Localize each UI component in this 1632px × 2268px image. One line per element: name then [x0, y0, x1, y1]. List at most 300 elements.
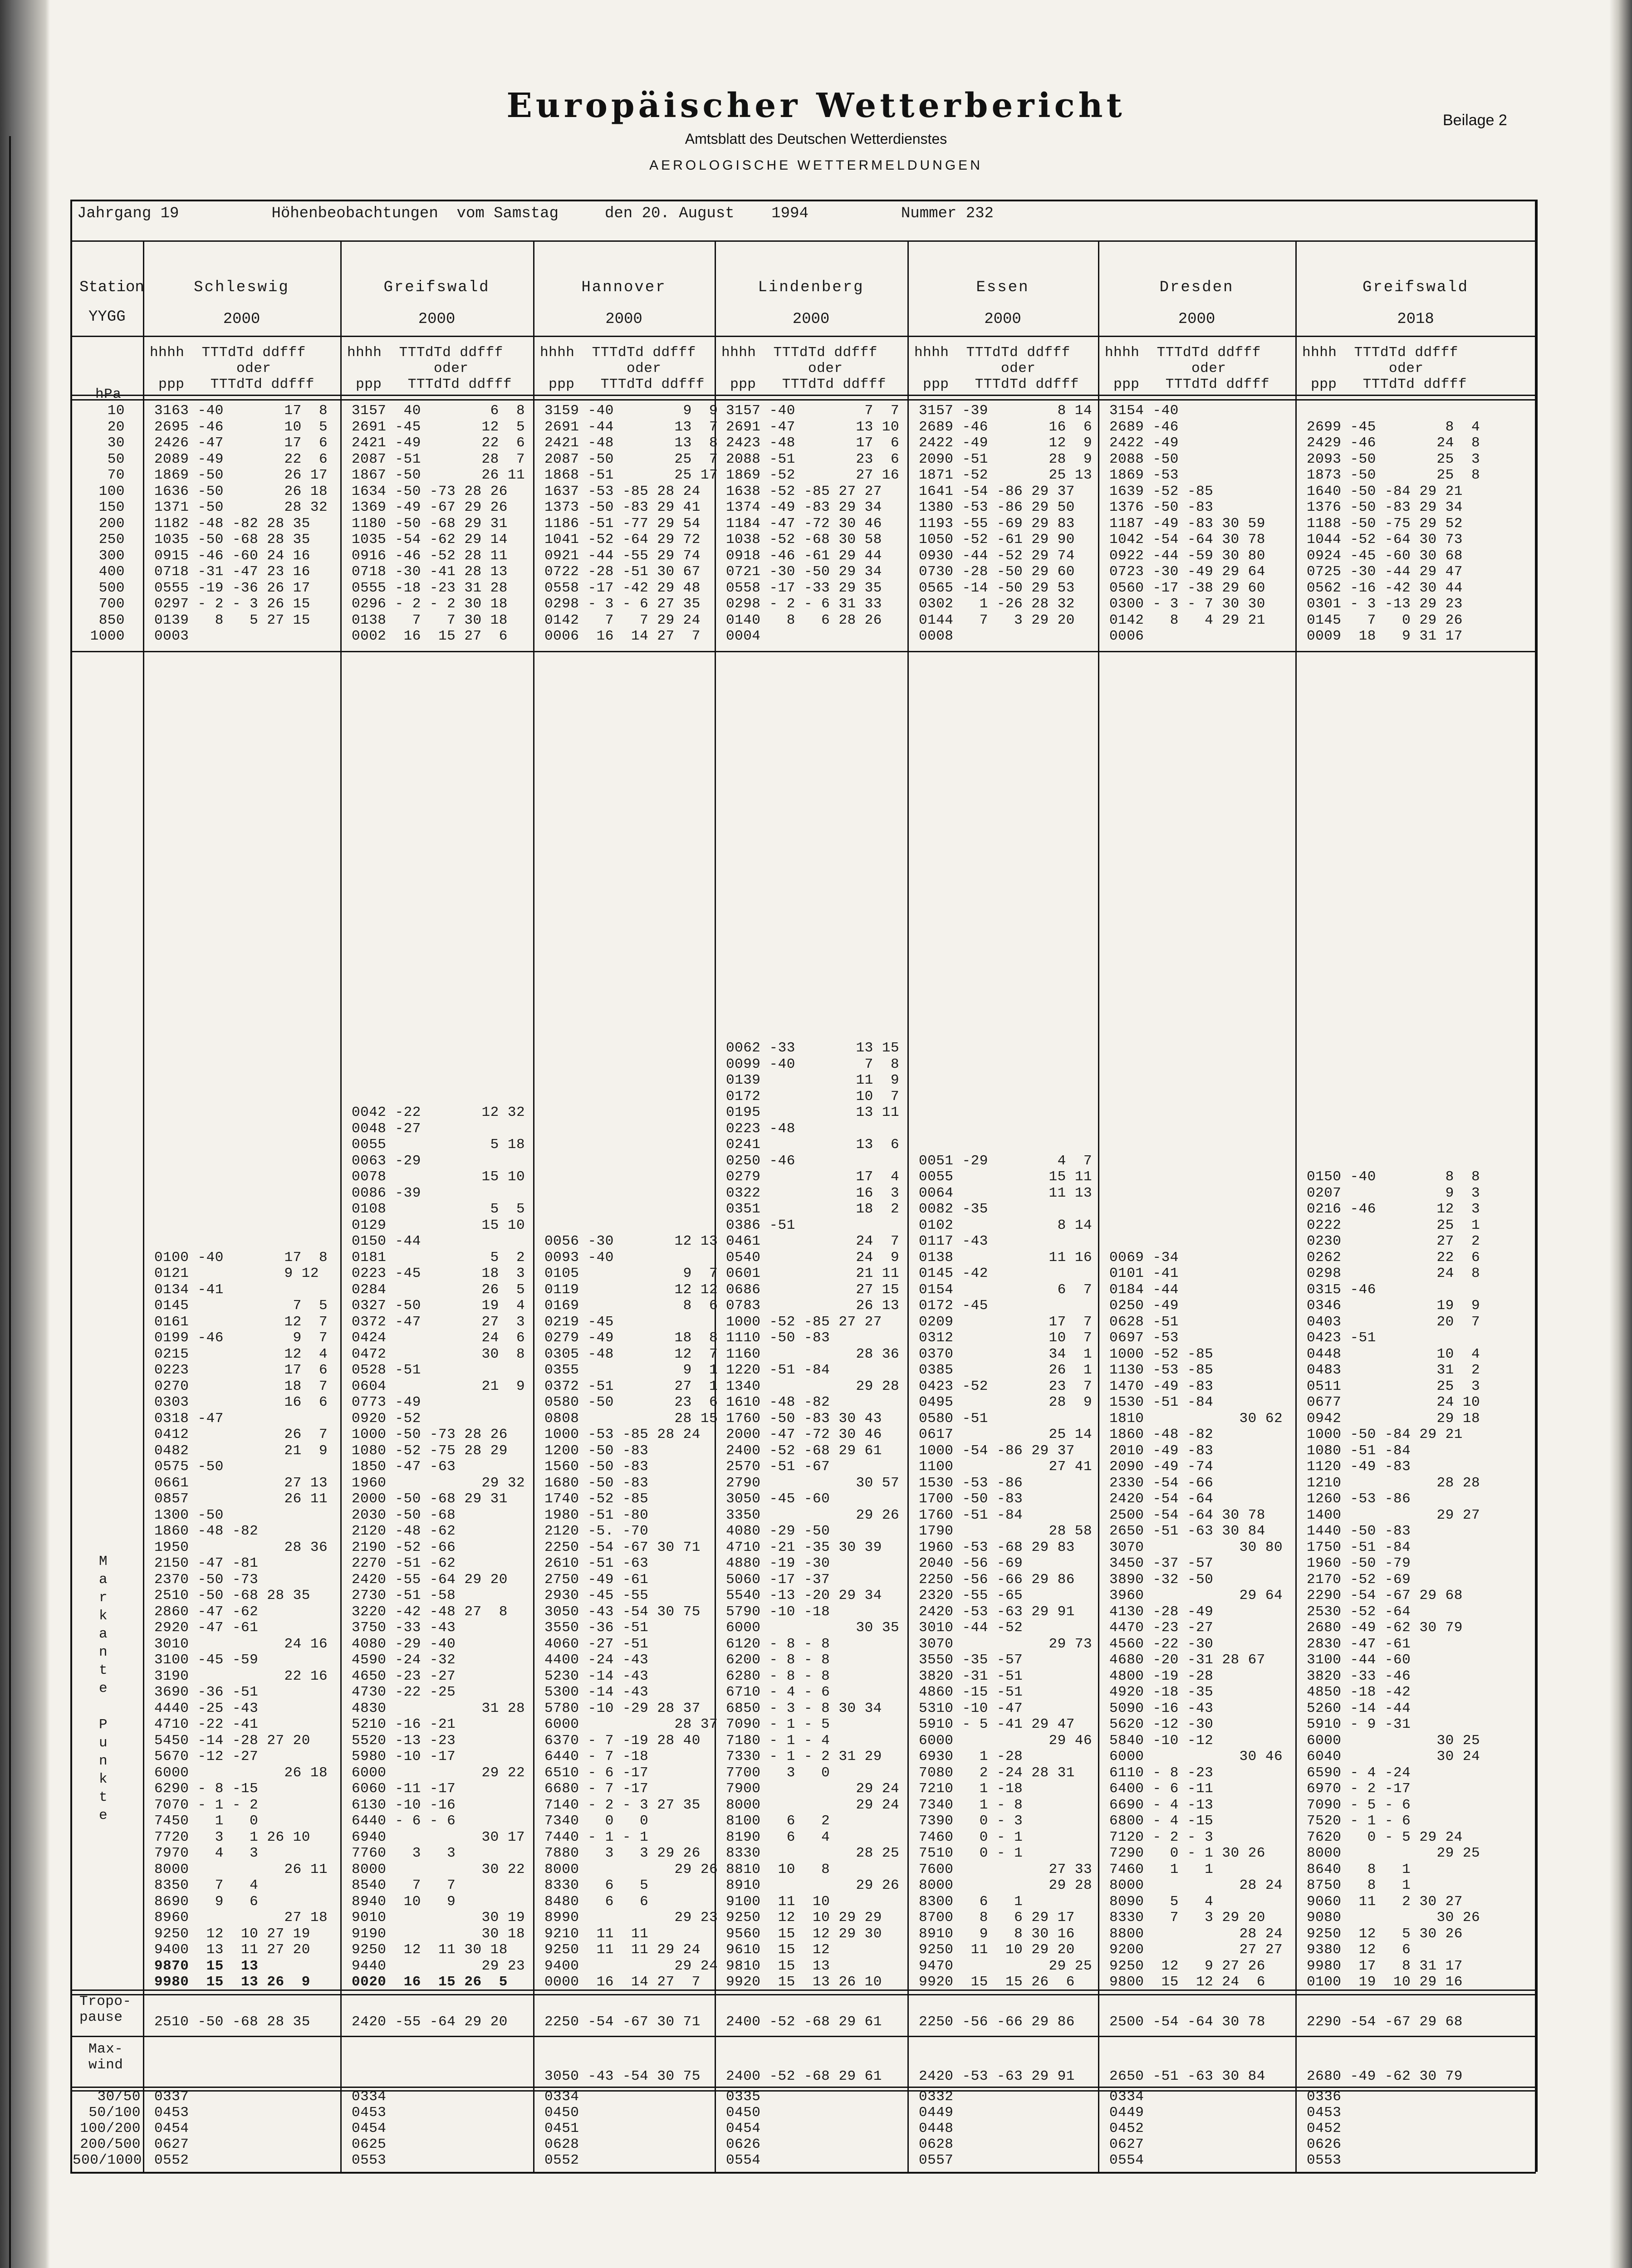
- significant-point-row: 5840 -10 -12: [1109, 1732, 1214, 1749]
- significant-point-row: 7340 1 - 8: [919, 1797, 1023, 1813]
- standard-level-row: 0565 -14 -50 29 53: [919, 580, 1075, 596]
- table-border-top: [70, 200, 1536, 201]
- significant-point-row: 0783 26 13: [726, 1298, 900, 1314]
- significant-point-row: 9870 15 13: [154, 1958, 259, 1974]
- significant-point-row: 2510 -50 -68 28 35: [154, 1588, 310, 1603]
- standard-level-row: 0921 -44 -55 29 74: [544, 547, 701, 564]
- significant-point-row: 1760 -51 -84: [919, 1507, 1023, 1523]
- significant-point-row: 0482 21 9: [154, 1442, 328, 1459]
- station-name: Greifswald: [383, 279, 490, 296]
- markante-punkte-letter: n: [99, 1753, 108, 1769]
- standard-level-row: 0555 -18 -23 31 28: [352, 580, 508, 596]
- maxwind-value: 2650 -51 -63 30 84: [1109, 2068, 1265, 2084]
- standard-level-row: 0296 - 2 - 2 30 18: [352, 596, 508, 612]
- station-name: Hannover: [581, 279, 667, 296]
- standard-level-row: 2691 -45 12 5: [352, 419, 525, 435]
- significant-point-row: 9440 29 23: [352, 1958, 525, 1974]
- significant-point-row: 7760 3 3: [352, 1845, 456, 1861]
- page-edge-line: [9, 136, 11, 2268]
- significant-point-row: 0207 9 3: [1307, 1185, 1480, 1201]
- significant-point-row: 0580 -50 23 6: [544, 1394, 718, 1410]
- significant-point-row: 0223 -45 18 3: [352, 1266, 525, 1281]
- significant-point-row: 3550 -35 -57: [919, 1652, 1023, 1668]
- significant-point-row: 6930 1 -28: [919, 1749, 1023, 1765]
- significant-point-row: 1200 -50 -83: [544, 1442, 649, 1459]
- significant-point-row: 0184 -44: [1109, 1281, 1179, 1298]
- markante-punkte-letter: r: [99, 1590, 108, 1606]
- layer-thickness-value: 0453: [154, 2105, 189, 2121]
- significant-point-row: 0315 -46: [1307, 1281, 1376, 1298]
- significant-point-row: 7460 0 - 1: [919, 1829, 1023, 1845]
- significant-point-row: 0216 -46 12 3: [1307, 1201, 1480, 1217]
- significant-point-row: 6590 - 4 -24: [1307, 1765, 1411, 1781]
- significant-point-row: 3010 24 16: [154, 1636, 328, 1652]
- significant-point-row: 2000 -50 -68 29 31: [352, 1491, 508, 1507]
- significant-point-row: 1610 -48 -82: [726, 1394, 830, 1410]
- significant-point-row: 7520 - 1 - 6: [1307, 1813, 1411, 1829]
- significant-point-row: 0279 17 4: [726, 1169, 900, 1185]
- yygg-label: YYGG: [88, 308, 126, 326]
- significant-point-row: 2150 -47 -81: [154, 1555, 259, 1571]
- table-border-bottom: [70, 2172, 1536, 2174]
- significant-point-row: 4880 -19 -30: [726, 1555, 830, 1571]
- column-header: hhhh TTTdTd ddfff: [540, 345, 696, 361]
- tropopause-value: 2500 -54 -64 30 78: [1109, 2014, 1265, 2030]
- significant-point-row: 8100 6 2: [726, 1813, 830, 1829]
- tropopause-value: 2250 -56 -66 29 86: [919, 2014, 1075, 2030]
- column-header: hhhh TTTdTd ddfff: [721, 345, 877, 361]
- pressure-level: 150: [98, 499, 125, 515]
- column-rule: [340, 240, 342, 2172]
- significant-point-row: 0121 9 12: [154, 1266, 319, 1281]
- significant-point-row: 1000 -53 -85 28 24: [544, 1427, 701, 1442]
- significant-point-row: 2420 -55 -64 29 20: [352, 1571, 508, 1588]
- column-header: ppp TTTdTd ddfff: [1302, 376, 1467, 392]
- significant-point-row: 1530 -51 -84: [1109, 1394, 1214, 1410]
- significant-point-row: 7450 1 0: [154, 1813, 259, 1829]
- significant-point-row: 6000 29 46: [919, 1732, 1093, 1749]
- significant-point-row: 2610 -51 -63: [544, 1555, 649, 1571]
- column-header: hhhh TTTdTd ddfff: [347, 345, 503, 361]
- layer-thickness-value: 0449: [919, 2105, 954, 2121]
- layer-thickness-value: 0450: [726, 2105, 761, 2121]
- significant-point-row: 0528 -51: [352, 1362, 421, 1378]
- station-yygg: 2000: [605, 311, 642, 328]
- significant-point-row: 1160 28 36: [726, 1346, 900, 1362]
- maxwind-value: 3050 -43 -54 30 75: [544, 2068, 701, 2084]
- significant-point-row: 9100 11 10: [726, 1893, 830, 1910]
- significant-point-row: 0055 15 11: [919, 1169, 1093, 1185]
- standard-level-row: 0138 7 7 30 18: [352, 612, 508, 628]
- significant-point-row: 0617 25 14: [919, 1427, 1093, 1442]
- significant-point-row: 1400 29 27: [1307, 1507, 1480, 1523]
- significant-point-row: 0055 5 18: [352, 1137, 525, 1153]
- column-header: ppp TTTdTd ddfff: [347, 376, 512, 392]
- significant-point-row: 0150 -44: [352, 1233, 421, 1249]
- standard-level-row: 1869 -53: [1109, 467, 1179, 483]
- significant-point-row: 6200 - 8 - 8: [726, 1652, 830, 1668]
- column-header: hhhh TTTdTd ddfff: [150, 345, 306, 361]
- standard-level-row: 1871 -52 25 13: [919, 467, 1093, 483]
- significant-point-row: 7620 0 - 5 29 24: [1307, 1829, 1463, 1845]
- significant-point-row: 1300 -50: [154, 1507, 224, 1523]
- significant-point-row: 1530 -53 -86: [919, 1475, 1023, 1491]
- standard-level-row: 1035 -54 -62 29 14: [352, 532, 508, 547]
- standard-level-row: 0930 -44 -52 29 74: [919, 547, 1075, 564]
- markante-punkte-letter: e: [99, 1681, 108, 1696]
- significant-point-row: 3690 -36 -51: [154, 1684, 259, 1700]
- significant-point-row: 8350 7 4: [154, 1877, 259, 1893]
- significant-point-row: 8990 29 23: [544, 1910, 718, 1926]
- significant-point-row: 2330 -54 -66: [1109, 1475, 1214, 1491]
- significant-point-row: 1080 -51 -84: [1307, 1442, 1411, 1459]
- significant-point-row: 0686 27 15: [726, 1281, 900, 1298]
- significant-point-row: 0230 27 2: [1307, 1233, 1480, 1249]
- standard-level-row: 0003: [154, 628, 189, 644]
- layer-thickness-value: 0552: [544, 2152, 579, 2168]
- standard-level-row: 0730 -28 -50 29 60: [919, 564, 1075, 580]
- significant-point-row: 4130 -28 -49: [1109, 1603, 1214, 1620]
- standard-level-row: 1041 -52 -64 29 72: [544, 532, 701, 547]
- column-rule: [907, 240, 909, 2172]
- significant-point-row: 0628 -51: [1109, 1314, 1179, 1330]
- significant-point-row: 9010 30 19: [352, 1910, 525, 1926]
- significant-point-row: 1120 -49 -83: [1307, 1459, 1411, 1475]
- significant-point-row: 9080 30 26: [1307, 1910, 1480, 1926]
- significant-point-row: 1560 -50 -83: [544, 1459, 649, 1475]
- significant-point-row: 3820 -31 -51: [919, 1668, 1023, 1684]
- significant-point-row: 8940 10 9: [352, 1893, 456, 1910]
- standard-level-row: 1868 -51 25 17: [544, 467, 718, 483]
- significant-point-row: 2090 -49 -74: [1109, 1459, 1214, 1475]
- pressure-level: 30: [107, 435, 125, 451]
- significant-point-row: 2420 -53 -63 29 91: [919, 1603, 1075, 1620]
- standard-level-row: 1044 -52 -64 30 73: [1307, 532, 1463, 547]
- significant-point-row: 0215 12 4: [154, 1346, 328, 1362]
- significant-point-row: 3350 29 26: [726, 1507, 900, 1523]
- significant-point-row: 6000 26 18: [154, 1765, 328, 1781]
- standard-level-row: 2089 -49 22 6: [154, 451, 328, 467]
- significant-point-row: 3750 -33 -43: [352, 1620, 456, 1636]
- significant-point-row: 2270 -51 -62: [352, 1555, 456, 1571]
- significant-point-row: 8480 6 6: [544, 1893, 649, 1910]
- significant-point-row: 0355 9 1: [544, 1362, 718, 1378]
- significant-point-row: 0920 -52: [352, 1410, 421, 1427]
- significant-point-row: 0223 17 6: [154, 1362, 328, 1378]
- standard-level-row: 0718 -30 -41 28 13: [352, 564, 508, 580]
- significant-point-row: 6040 30 24: [1307, 1749, 1480, 1765]
- standard-level-row: 0297 - 2 - 3 26 15: [154, 596, 310, 612]
- significant-point-row: 4860 -15 -51: [919, 1684, 1023, 1700]
- standard-level-row: 0918 -46 -61 29 44: [726, 547, 882, 564]
- standard-level-row: 2689 -46: [1109, 419, 1179, 435]
- significant-point-row: 0134 -41: [154, 1281, 224, 1298]
- standard-level-row: 0722 -28 -51 30 67: [544, 564, 701, 580]
- significant-point-row: 8000 30 22: [352, 1861, 525, 1877]
- significant-point-row: 2920 -47 -61: [154, 1620, 259, 1636]
- significant-point-row: 0100 19 10 29 16: [1307, 1974, 1463, 1990]
- standard-level-row: 1380 -53 -86 29 50: [919, 499, 1075, 515]
- layer-thickness-value: 0334: [544, 2089, 579, 2105]
- significant-point-row: 7460 1 1: [1109, 1861, 1214, 1877]
- layer-thickness-value: 0449: [1109, 2105, 1144, 2121]
- standard-level-row: 1180 -50 -68 29 31: [352, 515, 508, 532]
- significant-point-row: 2830 -47 -61: [1307, 1636, 1411, 1652]
- significant-point-row: 4590 -24 -32: [352, 1652, 456, 1668]
- standard-level-row: 0142 7 7 29 24: [544, 612, 701, 628]
- significant-point-row: 3100 -44 -60: [1307, 1652, 1411, 1668]
- significant-point-row: 4730 -22 -25: [352, 1684, 456, 1700]
- significant-point-row: 6710 - 4 - 6: [726, 1684, 830, 1700]
- standard-level-row: 0301 - 3 -13 29 23: [1307, 596, 1463, 612]
- significant-point-row: 6370 - 7 -19 28 40: [544, 1732, 701, 1749]
- standard-level-row: 2087 -50 25 7: [544, 451, 718, 467]
- standard-level-row: 2699 -45 8 4: [1307, 419, 1480, 435]
- column-header: ppp TTTdTd ddfff: [1105, 376, 1269, 392]
- significant-point-row: 5910 - 5 -41 29 47: [919, 1716, 1075, 1732]
- markante-punkte-letter: P: [99, 1717, 108, 1733]
- significant-point-row: 6280 - 8 - 8: [726, 1668, 830, 1684]
- standard-level-row: 0915 -46 -60 24 16: [154, 547, 310, 564]
- standard-level-row: 1182 -48 -82 28 35: [154, 515, 310, 532]
- significant-point-row: 0312 10 7: [919, 1330, 1093, 1346]
- standard-level-row: 2088 -51 23 6: [726, 451, 900, 467]
- layer-thickness-value: 0553: [1307, 2152, 1342, 2168]
- significant-point-row: 6000 30 46: [1109, 1749, 1283, 1765]
- significant-point-row: 0279 -49 18 8: [544, 1330, 718, 1346]
- station-yygg: 2018: [1397, 311, 1434, 328]
- significant-point-row: 9250 12 11 30 18: [352, 1942, 508, 1958]
- significant-point-row: 7180 - 1 - 4: [726, 1732, 830, 1749]
- significant-point-row: 1980 -51 -80: [544, 1507, 649, 1523]
- significant-point-row: 0386 -51: [726, 1217, 795, 1233]
- frame-inner-right: [1535, 200, 1536, 2173]
- standard-level-row: 1038 -52 -68 30 58: [726, 532, 882, 547]
- significant-point-row: 5260 -14 -44: [1307, 1700, 1411, 1716]
- layer-thickness-label: 30/50: [97, 2089, 141, 2105]
- significant-point-row: 4080 -29 -50: [726, 1523, 830, 1539]
- significant-point-row: 1750 -51 -84: [1307, 1539, 1411, 1555]
- significant-point-row: 9810 15 13: [726, 1958, 830, 1974]
- significant-point-row: 6000 29 22: [352, 1765, 525, 1781]
- standard-level-row: 0922 -44 -59 30 80: [1109, 547, 1265, 564]
- standard-level-row: 3157 -40 7 7: [726, 403, 900, 419]
- significant-point-row: 0093 -40: [544, 1249, 614, 1266]
- standard-level-row: 1376 -50 -83 29 34: [1307, 499, 1463, 515]
- significant-point-row: 7600 27 33: [919, 1861, 1093, 1877]
- significant-point-row: 2730 -51 -58: [352, 1588, 456, 1603]
- significant-point-row: 0423 -51: [1307, 1330, 1376, 1346]
- standard-level-row: 1636 -50 26 18: [154, 483, 328, 499]
- significant-point-row: 0540 24 9: [726, 1249, 900, 1266]
- column-header: oder: [721, 361, 843, 376]
- standard-level-row: 1186 -51 -77 29 54: [544, 515, 701, 532]
- significant-point-row: 8810 10 8: [726, 1861, 830, 1877]
- column-rule: [715, 240, 716, 2172]
- significant-point-row: 0129 15 10: [352, 1217, 525, 1233]
- standard-level-row: 2422 -49: [1109, 435, 1179, 451]
- significant-point-row: 0448 10 4: [1307, 1346, 1480, 1362]
- standard-level-row: 3157 40 6 8: [352, 403, 525, 419]
- significant-point-row: 0139 11 9: [726, 1072, 900, 1088]
- standard-level-row: 0139 8 5 27 15: [154, 612, 310, 628]
- layer-thickness-value: 0554: [726, 2152, 761, 2168]
- significant-point-row: 9250 12 9 27 26: [1109, 1958, 1265, 1974]
- standard-level-row: 0004: [726, 628, 761, 644]
- significant-point-row: 0064 11 13: [919, 1185, 1093, 1201]
- significant-point-row: 0078 15 10: [352, 1169, 525, 1185]
- significant-point-row: 0102 8 14: [919, 1217, 1093, 1233]
- significant-point-row: 5090 -16 -43: [1109, 1700, 1214, 1716]
- column-header: ppp TTTdTd ddfff: [150, 376, 314, 392]
- significant-point-row: 4470 -23 -27: [1109, 1620, 1214, 1636]
- significant-point-row: 1960 -53 -68 29 83: [919, 1539, 1075, 1555]
- significant-point-row: 2680 -49 -62 30 79: [1307, 1620, 1463, 1636]
- significant-point-row: 0580 -51: [919, 1410, 988, 1427]
- significant-point-row: 0322 16 3: [726, 1185, 900, 1201]
- standard-level-row: 0723 -30 -49 29 64: [1109, 564, 1265, 580]
- significant-point-row: 1960 -50 -79: [1307, 1555, 1411, 1571]
- significant-point-row: 1000 -52 -85: [1109, 1346, 1214, 1362]
- significant-point-row: 1000 -50 -84 29 21: [1307, 1427, 1463, 1442]
- significant-point-row: 9210 11 11: [544, 1926, 649, 1942]
- significant-point-row: 0857 26 11: [154, 1491, 328, 1507]
- beilage-label: Beilage 2: [1443, 112, 1507, 129]
- layer-thickness-value: 0628: [919, 2136, 954, 2152]
- significant-point-row: 2170 -52 -69: [1307, 1571, 1411, 1588]
- significant-point-row: 0318 -47: [154, 1410, 224, 1427]
- significant-point-row: 7080 2 -24 28 31: [919, 1765, 1075, 1781]
- significant-point-row: 4710 -22 -41: [154, 1716, 259, 1732]
- standard-level-row: 1187 -49 -83 30 59: [1109, 515, 1265, 532]
- significant-point-row: 2650 -51 -63 30 84: [1109, 1523, 1265, 1539]
- significant-point-row: 2930 -45 -55: [544, 1588, 649, 1603]
- significant-point-row: 1470 -49 -83: [1109, 1378, 1214, 1394]
- significant-point-row: 0511 25 3: [1307, 1378, 1480, 1394]
- significant-point-row: 1080 -52 -75 28 29: [352, 1442, 508, 1459]
- significant-point-row: 8750 8 1: [1307, 1877, 1411, 1893]
- significant-point-row: 7290 0 - 1 30 26: [1109, 1845, 1265, 1861]
- significant-point-row: 9400 29 24: [544, 1958, 718, 1974]
- significant-point-row: 1210 28 28: [1307, 1475, 1480, 1491]
- significant-point-row: 9610 15 12: [726, 1942, 830, 1958]
- significant-point-row: 3070 30 80: [1109, 1539, 1283, 1555]
- significant-point-row: 7720 3 1 26 10: [154, 1829, 310, 1845]
- layer-thickness-value: 0627: [1109, 2136, 1144, 2152]
- significant-point-row: 0219 -45: [544, 1314, 614, 1330]
- significant-point-row: 7120 - 2 - 3: [1109, 1829, 1214, 1845]
- significant-point-row: 1340 29 28: [726, 1378, 900, 1394]
- layer-thickness-value: 0553: [352, 2152, 387, 2168]
- standard-level-row: 0298 - 3 - 6 27 35: [544, 596, 701, 612]
- significant-point-row: 0372 -47 27 3: [352, 1314, 525, 1330]
- significant-point-row: 0105 9 7: [544, 1266, 718, 1281]
- station-yygg: 2000: [418, 311, 456, 328]
- significant-point-row: 9400 13 11 27 20: [154, 1942, 310, 1958]
- significant-point-row: 3220 -42 -48 27 8: [352, 1603, 508, 1620]
- significant-point-row: 2860 -47 -62: [154, 1603, 259, 1620]
- standard-level-row: 0008: [919, 628, 954, 644]
- significant-point-row: 0042 -22 12 32: [352, 1105, 525, 1120]
- significant-point-row: 8000 29 28: [919, 1877, 1093, 1893]
- significant-point-row: 0145 -42: [919, 1266, 988, 1281]
- significant-point-row: 0298 24 8: [1307, 1266, 1480, 1281]
- layer-thickness-value: 0454: [154, 2121, 189, 2136]
- layer-thickness-value: 0334: [1109, 2089, 1144, 2105]
- markante-punkte-letter: t: [99, 1662, 108, 1678]
- significant-point-row: 8690 9 6: [154, 1893, 259, 1910]
- standard-level-row: 0302 1 -26 28 32: [919, 596, 1075, 612]
- maxwind-value: 2680 -49 -62 30 79: [1307, 2068, 1463, 2084]
- pressure-level: 100: [98, 483, 125, 499]
- significant-point-row: 2290 -54 -67 29 68: [1307, 1588, 1463, 1603]
- significant-point-row: 0385 26 1: [919, 1362, 1093, 1378]
- column-rule: [1295, 240, 1297, 2172]
- significant-point-row: 0305 -48 12 7: [544, 1346, 718, 1362]
- layer-thickness-value: 0332: [919, 2089, 954, 2105]
- significant-point-row: 0604 21 9: [352, 1378, 525, 1394]
- significant-point-row: 0262 22 6: [1307, 1249, 1480, 1266]
- standard-level-row: 1371 -50 28 32: [154, 499, 328, 515]
- significant-point-row: 7700 3 0: [726, 1765, 830, 1781]
- layer-thickness-value: 0627: [154, 2136, 189, 2152]
- rule-std: [70, 651, 1536, 652]
- significant-point-row: 0169 8 6: [544, 1298, 718, 1314]
- significant-point-row: 8330 7 3 29 20: [1109, 1910, 1265, 1926]
- standard-level-row: 0140 8 6 28 26: [726, 612, 882, 628]
- significant-point-row: 9920 15 13 26 10: [726, 1974, 882, 1990]
- standard-level-row: 2422 -49 12 9: [919, 435, 1093, 451]
- significant-point-row: 7090 - 1 - 5: [726, 1716, 830, 1732]
- standard-level-row: 1369 -49 -67 29 26: [352, 499, 508, 515]
- standard-level-row: 2426 -47 17 6: [154, 435, 328, 451]
- station-name: Schleswig: [194, 279, 289, 296]
- pressure-level: 400: [98, 564, 125, 580]
- significant-point-row: 1000 -54 -86 29 37: [919, 1442, 1075, 1459]
- station-yygg: 2000: [792, 311, 830, 328]
- significant-point-row: 0150 -40 8 8: [1307, 1169, 1480, 1185]
- significant-point-row: 1100 27 41: [919, 1459, 1093, 1475]
- column-header: ppp TTTdTd ddfff: [721, 376, 886, 392]
- tropopause-value: 2290 -54 -67 29 68: [1307, 2014, 1463, 2030]
- significant-point-row: 5780 -10 -29 28 37: [544, 1700, 701, 1716]
- significant-point-row: 0063 -29: [352, 1153, 421, 1169]
- standard-level-row: 0009 18 9 31 17: [1307, 628, 1463, 644]
- significant-point-row: 0483 31 2: [1307, 1362, 1480, 1378]
- significant-point-row: 7330 - 1 - 2 31 29: [726, 1749, 882, 1765]
- significant-point-row: 1000 -52 -85 27 27: [726, 1314, 882, 1330]
- significant-point-row: 2750 -49 -61: [544, 1571, 649, 1588]
- standard-level-row: 0558 -17 -42 29 48: [544, 580, 701, 596]
- standard-level-row: 0006: [1109, 628, 1144, 644]
- significant-point-row: 8330 6 5: [544, 1877, 649, 1893]
- layer-thickness-value: 0454: [352, 2121, 387, 2136]
- significant-point-row: 1860 -48 -82: [154, 1523, 259, 1539]
- significant-point-row: 0069 -34: [1109, 1249, 1179, 1266]
- significant-point-row: 7390 0 - 3: [919, 1813, 1023, 1829]
- tropopause-value: 2250 -54 -67 30 71: [544, 2014, 701, 2030]
- standard-level-row: 0142 8 4 29 21: [1109, 612, 1265, 628]
- pressure-level: 50: [107, 451, 125, 467]
- significant-point-row: 0086 -39: [352, 1185, 421, 1201]
- significant-point-row: 2120 -5. -70: [544, 1523, 649, 1539]
- standard-level-row: 1374 -49 -83 29 34: [726, 499, 882, 515]
- significant-point-row: 0119 12 12: [544, 1281, 718, 1298]
- standard-level-row: 0298 - 2 - 6 31 33: [726, 596, 882, 612]
- significant-point-row: 0284 26 5: [352, 1281, 525, 1298]
- significant-point-row: 8910 9 8 30 16: [919, 1926, 1075, 1942]
- pressure-level: 20: [107, 419, 125, 435]
